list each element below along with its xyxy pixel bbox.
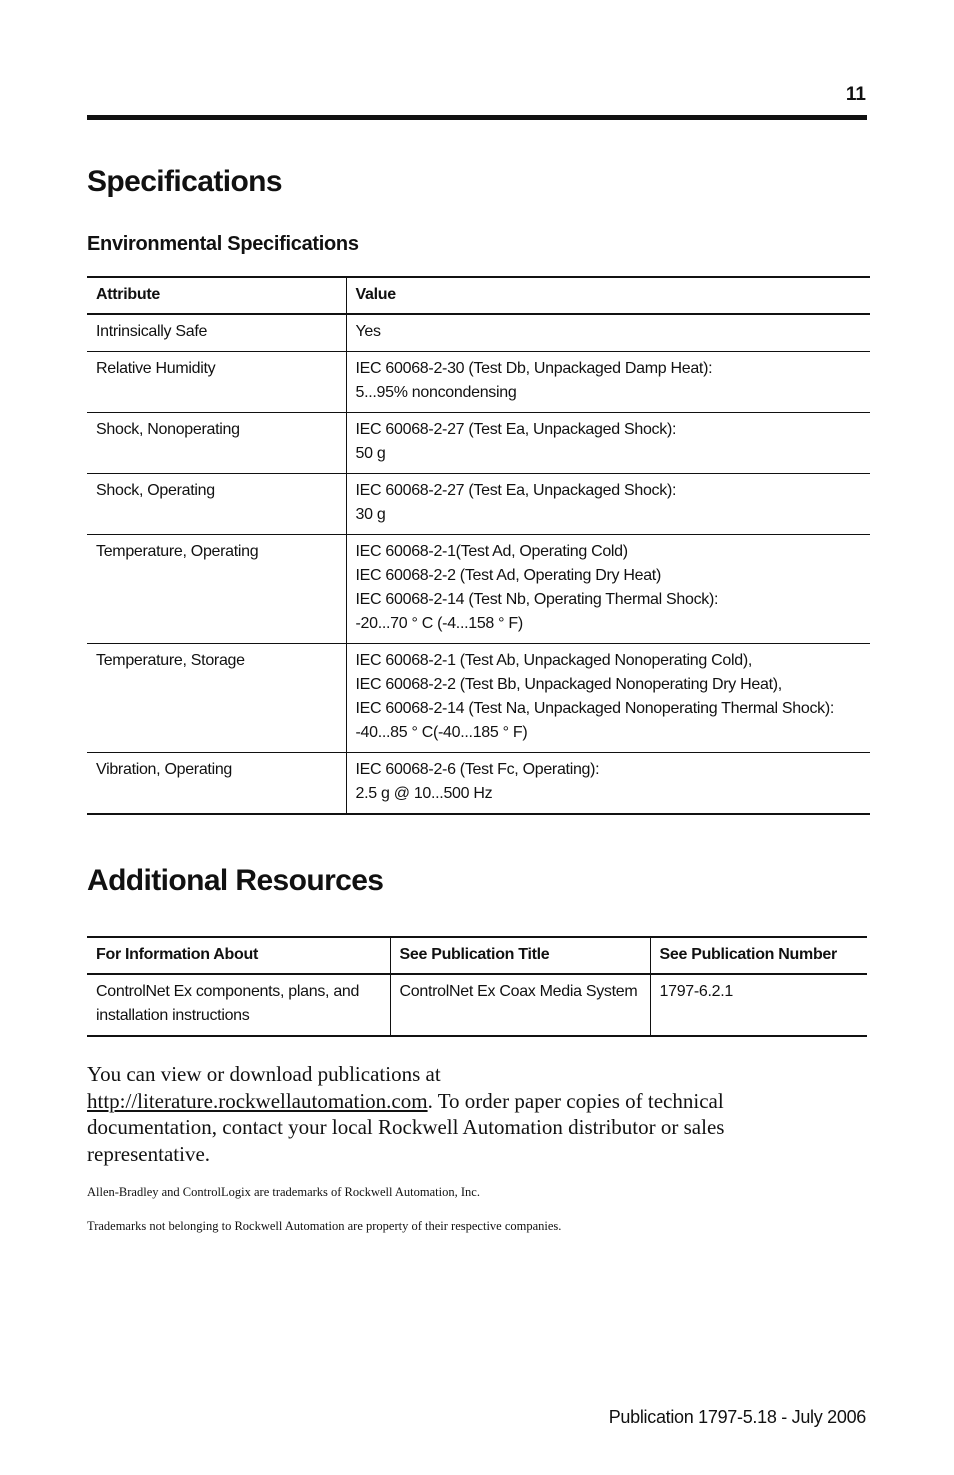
attribute-cell: Shock, Operating	[87, 474, 346, 535]
literature-link[interactable]: http://literature.rockwellautomation.com	[87, 1088, 428, 1113]
table-row	[87, 474, 870, 535]
value-line: IEC 60068-2-27 (Test Ea, Unpackaged Shock):	[355, 482, 677, 499]
value-line: IEC 60068-2-6 (Test Fc, Operating):	[355, 761, 600, 778]
trademark-disclaimer: Trademarks not belonging to Rockwell Automation are property of their respective companies.	[87, 1219, 562, 1233]
attribute-cell: Relative Humidity	[87, 352, 346, 413]
trademark-notice: Allen-Bradley and ControlLogix are trademarks of Rockwell Automation, Inc.	[87, 1185, 480, 1199]
table-header-row	[87, 937, 867, 974]
attribute-cell: Temperature, Storage	[87, 644, 346, 753]
value-line: 50 g	[355, 445, 386, 462]
attribute-cell: Temperature, Operating	[87, 535, 346, 644]
value-cell	[346, 535, 870, 644]
publication-number-column-header: See Publication Number	[650, 937, 867, 974]
value-line: IEC 60068-2-1(Test Ad, Operating Cold)	[355, 543, 628, 560]
table-row	[87, 314, 870, 352]
value-cell	[346, 644, 870, 753]
publication-title-column-header: See Publication Title	[390, 937, 650, 974]
value-cell	[346, 413, 870, 474]
environmental-specifications-table	[87, 276, 870, 815]
info-cell: ControlNet Ex components, plans, and installation instructions	[87, 974, 390, 1036]
value-line: Yes	[355, 323, 381, 340]
value-cell	[346, 314, 870, 352]
value-line: 5...95% noncondensing	[355, 384, 517, 401]
table-row	[87, 352, 870, 413]
paragraph-rest: . To order paper copies of technical documentation, contact your local Rockwell Automation distributor or sales representative.	[87, 1088, 725, 1166]
additional-resources-table	[87, 936, 867, 1037]
table-row	[87, 753, 870, 815]
value-line: -40...85 ° C(-40...185 ° F)	[355, 724, 528, 741]
value-line: 2.5 g @ 10...500 Hz	[355, 785, 493, 802]
table-row	[87, 413, 870, 474]
value-column-header: Value	[346, 277, 870, 314]
table-header-row	[87, 277, 870, 314]
publications-paragraph	[87, 1061, 847, 1167]
specifications-heading: Specifications	[87, 165, 282, 198]
value-line: IEC 60068-2-2 (Test Ad, Operating Dry Heat)	[355, 567, 661, 584]
table-row	[87, 974, 867, 1036]
table-row	[87, 535, 870, 644]
header-rule	[87, 115, 867, 120]
value-cell	[346, 352, 870, 413]
value-line: IEC 60068-2-2 (Test Bb, Unpackaged Nonoperating Dry Heat),	[355, 676, 782, 693]
value-line: 30 g	[355, 506, 386, 523]
value-line: IEC 60068-2-30 (Test Db, Unpackaged Damp Heat):	[355, 360, 713, 377]
attribute-column-header: Attribute	[87, 277, 346, 314]
value-line: -20...70 ° C (-4...158 ° F)	[355, 615, 523, 632]
value-line: IEC 60068-2-14 (Test Nb, Operating Thermal Shock):	[355, 591, 719, 608]
table-row	[87, 644, 870, 753]
value-line: IEC 60068-2-1 (Test Ab, Unpackaged Nonoperating Cold),	[355, 652, 752, 669]
value-line: IEC 60068-2-27 (Test Ea, Unpackaged Shock):	[355, 421, 677, 438]
value-cell	[346, 474, 870, 535]
additional-resources-heading: Additional Resources	[87, 864, 384, 897]
attribute-cell: Vibration, Operating	[87, 753, 346, 815]
info-column-header: For Information About	[87, 937, 390, 974]
publication-title-cell: ControlNet Ex Coax Media System	[390, 974, 650, 1036]
publication-number-cell: 1797-6.2.1	[650, 974, 867, 1036]
environmental-specifications-heading: Environmental Specifications	[87, 233, 359, 255]
value-cell	[346, 753, 870, 815]
attribute-cell: Intrinsically Safe	[87, 314, 346, 352]
attribute-cell: Shock, Nonoperating	[87, 413, 346, 474]
value-line: IEC 60068-2-14 (Test Na, Unpackaged Nonoperating Thermal Shock):	[355, 700, 835, 717]
publication-footer: Publication 1797-5.18 - July 2006	[608, 1407, 866, 1427]
paragraph-intro: You can view or download publications at	[87, 1062, 441, 1086]
page-number: 11	[845, 84, 866, 105]
